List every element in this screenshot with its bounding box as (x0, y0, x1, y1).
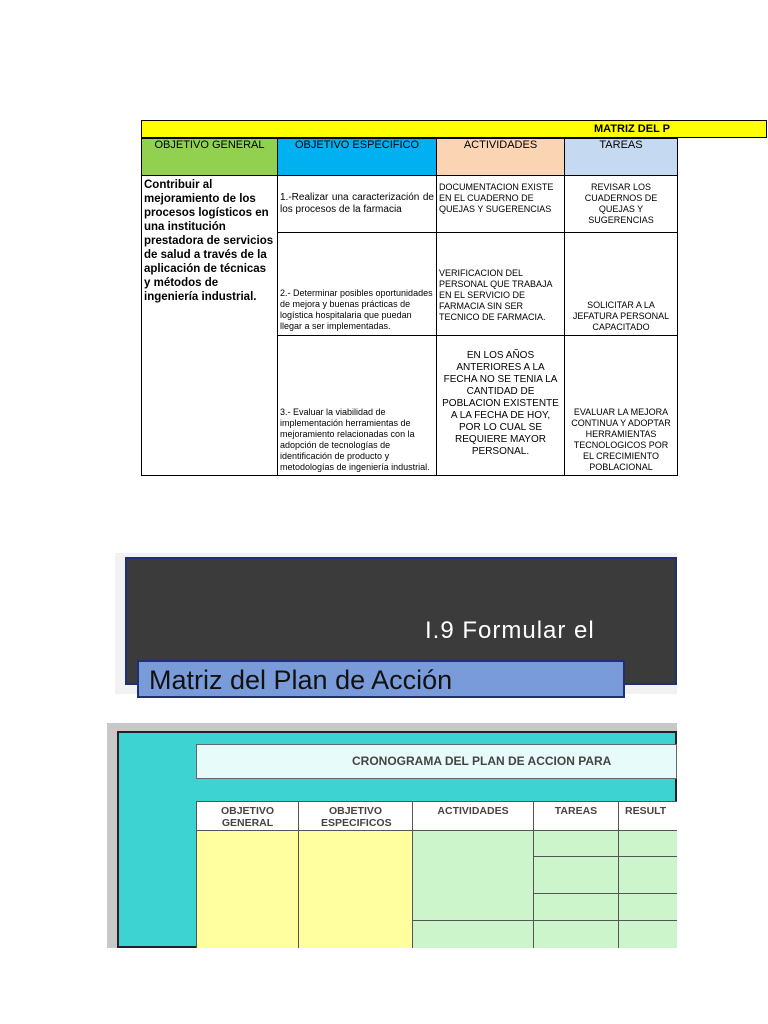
activity-cell: VERIFICACION DEL PERSONAL QUE TRABAJA EN EL SERVICIO DE FARMACIA SIN SER TECNICO DE FARMACIA. (437, 233, 565, 336)
header-tareas: TAREAS (565, 139, 678, 176)
cronograma-cell (412, 920, 534, 948)
specific-objective-cell: 3.- Evaluar la viabilidad de implementación herramientas de mejoramiento relacionadas con la adopción de tecnologías de identificación de producto y metodologías de ingeniería industrial. (278, 336, 437, 476)
header-objetivo-general: OBJETIVO GENERAL (142, 139, 278, 176)
cronograma-cell (618, 920, 677, 948)
cronograma-cell (618, 893, 677, 921)
specific-objective-cell: 1.-Realizar una caracterización de los procesos de la farmacia (278, 176, 437, 233)
matrix-title-bar (141, 120, 767, 138)
matrix-header-row (142, 139, 678, 176)
cronograma-cell (533, 856, 619, 894)
cronograma-cell (196, 830, 299, 948)
general-objective-cell: Contribuir al mejoramiento de los procesos logísticos en una institución prestadora de servicios de salud a través de la aplicación de técnicas y métodos de ingeniería industrial. (142, 176, 278, 476)
cronograma-header-objetivo-especificos: OBJETIVO ESPECIFICOS (298, 801, 413, 831)
cronograma-title: CRONOGRAMA DEL PLAN DE ACCION PARA (352, 754, 612, 768)
task-cell: SOLICITAR A LA JEFATURA PERSONAL CAPACITADO (565, 233, 678, 336)
cronograma-cell (298, 830, 413, 948)
cronograma-header-tareas: TAREAS (533, 801, 619, 831)
cronograma-title-box (196, 744, 677, 779)
cronograma-cell (618, 830, 677, 857)
matrix-title: MATRIZ DEL P (594, 123, 670, 135)
header-objetivo-especifico: OBJETIVO ESPECIFICO (278, 139, 437, 176)
cronograma-cell (412, 830, 534, 921)
cronograma-cell (533, 830, 619, 857)
activity-cell: EN LOS AÑOS ANTERIORES A LA FECHA NO SE TENIA LA CANTIDAD DE POBLACION EXISTENTE A LA FECHA DE HOY, POR LO CUAL SE REQUIERE MAYOR PERSONAL. (437, 336, 565, 476)
cronograma-cell (533, 920, 619, 948)
slide-subtitle: Matriz del Plan de Acción (149, 665, 453, 695)
activity-cell: DOCUMENTACION EXISTE EN EL CUADERNO DE QUEJAS Y SUGERENCIAS (437, 176, 565, 233)
header-actividades: ACTIVIDADES (437, 139, 565, 176)
specific-objective-cell: 2.- Determinar posibles oportunidades de mejora y buenas prácticas de logística hospitalaria que puedan llegar a ser implementadas. (278, 233, 437, 336)
cronograma-header-resultados: RESULT (618, 801, 677, 831)
cronograma-header-actividades: ACTIVIDADES (412, 801, 534, 831)
cronograma-cell (618, 856, 677, 894)
cronograma-header-objetivo-general: OBJETIVO GENERAL (196, 801, 299, 831)
matrix-table (141, 138, 678, 476)
table-row (142, 176, 678, 233)
cronograma-cell (533, 893, 619, 921)
slide-subtitle-box (137, 660, 625, 698)
task-cell: EVALUAR LA MEJORA CONTINUA Y ADOPTAR HERRAMIENTAS TECNOLOGICOS POR EL CRECIMIENTO POBLACIONAL (565, 336, 678, 476)
task-cell: REVISAR LOS CUADERNOS DE QUEJAS Y SUGERENCIAS (565, 176, 678, 233)
slide-title: I.9 Formular el (425, 617, 595, 644)
